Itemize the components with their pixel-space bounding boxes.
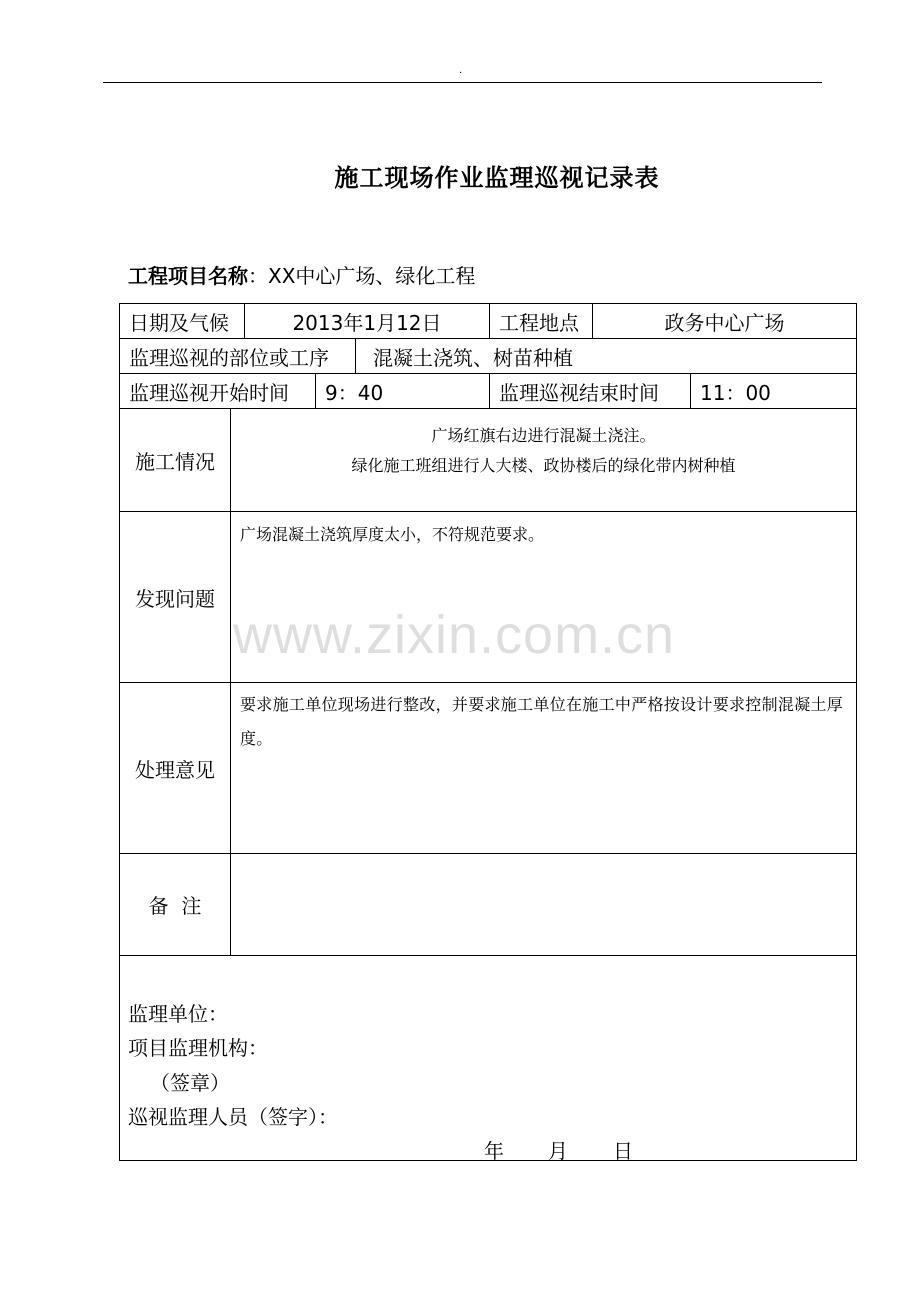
location-label: 工程地点 (490, 304, 593, 339)
date-weather-label: 日期及气候 (120, 304, 245, 339)
sign-month-label: 月 (548, 1139, 568, 1163)
supervision-org-label: 项目监理机构： (128, 1036, 268, 1060)
remark-label: 备 注 (120, 854, 231, 956)
date-weather-value: 2013年1月12日 (245, 304, 490, 339)
project-name-line (128, 260, 475, 289)
construction-label: 施工情况 (120, 409, 231, 512)
sign-day-label: 日 (613, 1139, 633, 1163)
construction-content (231, 409, 857, 512)
project-name-value: XX中心广场、绿化工程 (268, 264, 476, 288)
project-name-separator: ： (248, 264, 268, 288)
seal-label: （签章） (150, 1071, 230, 1095)
inspection-part-label: 监理巡视的部位或工序 (120, 339, 356, 374)
header-mark: . (459, 65, 463, 76)
end-time-value: 11：00 (691, 374, 857, 409)
location-value: 政务中心广场 (593, 304, 857, 339)
supervision-unit-label: 监理单位： (128, 1002, 228, 1026)
project-name-label: 工程项目名称 (128, 264, 248, 288)
remark-content (231, 854, 857, 956)
construction-line-2: 绿化施工班组进行人大楼、政协楼后的绿化带内树种植 (351, 456, 736, 475)
end-time-label: 监理巡视结束时间 (490, 374, 691, 409)
handling-text: 要求施工单位现场进行整改，并要求施工单位在施工中严格按设计要求控制混凝土厚度。 (240, 695, 844, 748)
construction-line-1: 广场红旗右边进行混凝土浇注。 (431, 426, 656, 445)
start-time-label: 监理巡视开始时间 (120, 374, 316, 409)
problem-label: 发现问题 (120, 512, 231, 683)
inspector-signature-label: 巡视监理人员（签字）： (128, 1105, 338, 1129)
handling-content (231, 683, 857, 854)
header-rule (103, 82, 822, 83)
handling-label: 处理意见 (120, 683, 231, 854)
start-time-value: 9：40 (316, 374, 490, 409)
sign-year-label: 年 (484, 1139, 504, 1163)
inspection-part-value: 混凝土浇筑、树苗种植 (356, 339, 857, 374)
document-title: 施工现场作业监理巡视记录表 (334, 164, 660, 192)
problem-text: 广场混凝土浇筑厚度太小，不符规范要求。 (240, 525, 545, 544)
watermark: www.zixin.com.cn (233, 605, 676, 665)
